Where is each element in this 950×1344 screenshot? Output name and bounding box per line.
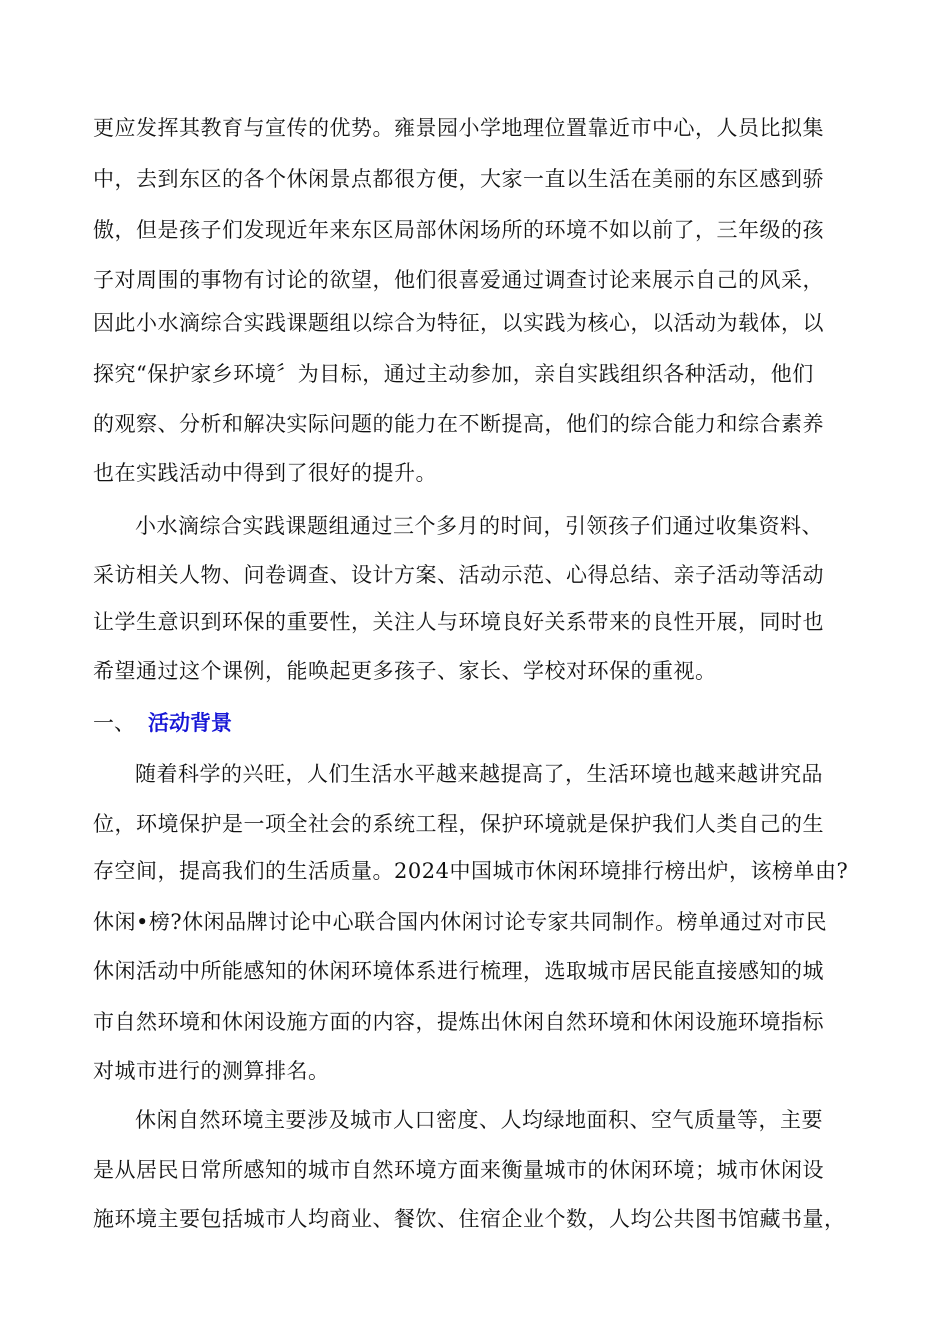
section-heading-title: 活动背景 <box>148 711 232 735</box>
paragraph-2-line: 采访相关人物、问卷调查、设计方案、活动示范、心得总结、亲子活动等活动 <box>93 563 824 587</box>
paragraph-3-line: 市自然环境和休闲设施方面的内容，提炼出休闲自然环境和休闲设施环境指标 <box>93 1010 824 1034</box>
paragraph-1-line: 中，去到东区的各个休闲景点都很方便，大家一直以生活在美丽的东区感到骄 <box>93 167 824 191</box>
paragraph-1-line: 的观察、分析和解决实际问题的能力在不断提高，他们的综合能力和综合素养 <box>93 412 824 436</box>
paragraph-4-line: 是从居民日常所感知的城市自然环境方面来衡量城市的休闲环境；城市休闲设 <box>93 1158 824 1182</box>
paragraph-1-line: 因此小水滴综合实践课题组以综合为特征，以实践为核心，以活动为载体，以 <box>93 311 824 335</box>
paragraph-1-line: 更应发挥其教育与宣传的优势。雍景园小学地理位置靠近市中心，人员比拟集 <box>93 116 824 140</box>
paragraph-1-line: 探究“保护家乡环境〞为目标，通过主动参加，亲自实践组织各种活动，他们 <box>93 362 814 386</box>
paragraph-3-line: 休闲•榜?休闲品牌讨论中心联合国内休闲讨论专家共同制作。榜单通过对市民 <box>93 910 828 934</box>
paragraph-3-line: 存空间，提高我们的生活质量。2024中国城市休闲环境排行榜出炉，该榜单由? <box>93 859 849 883</box>
paragraph-2-line: 小水滴综合实践课题组通过三个多月的时间，引领孩子们通过收集资料、 <box>135 514 823 538</box>
paragraph-3-line: 位，环境保护是一项全社会的系统工程，保护环境就是保护我们人类自己的生 <box>93 812 824 836</box>
paragraph-3-line: 对城市进行的测算排名。 <box>93 1059 330 1083</box>
paragraph-3-line: 休闲活动中所能感知的休闲环境体系进行梳理，选取城市居民能直接感知的城 <box>93 959 824 983</box>
paragraph-4-line: 休闲自然环境主要涉及城市人口密度、人均绿地面积、空气质量等，主要 <box>135 1108 823 1132</box>
paragraph-3-line: 随着科学的兴旺，人们生活水平越来越提高了，生活环境也越来越讲究品 <box>135 762 823 786</box>
paragraph-1-line: 傲，但是孩子们发现近年来东区局部休闲场所的环境不如以前了，三年级的孩 <box>93 218 824 242</box>
paragraph-1-line: 也在实践活动中得到了很好的提升。 <box>93 461 437 485</box>
paragraph-4-line: 施环境主要包括城市人均商业、餐饮、住宿企业个数，人均公共图书馆藏书量， <box>93 1207 846 1231</box>
paragraph-2-line: 让学生意识到环保的重要性，关注人与环境良好关系带来的良性开展，同时也 <box>93 610 824 634</box>
paragraph-1-line: 子对周围的事物有讨论的欲望，他们很喜爱通过调查讨论来展示自己的风采， <box>93 268 824 292</box>
section-heading-number: 一、 <box>93 711 135 735</box>
paragraph-2-line: 希望通过这个课例，能唤起更多孩子、家长、学校对环保的重视。 <box>93 659 717 683</box>
